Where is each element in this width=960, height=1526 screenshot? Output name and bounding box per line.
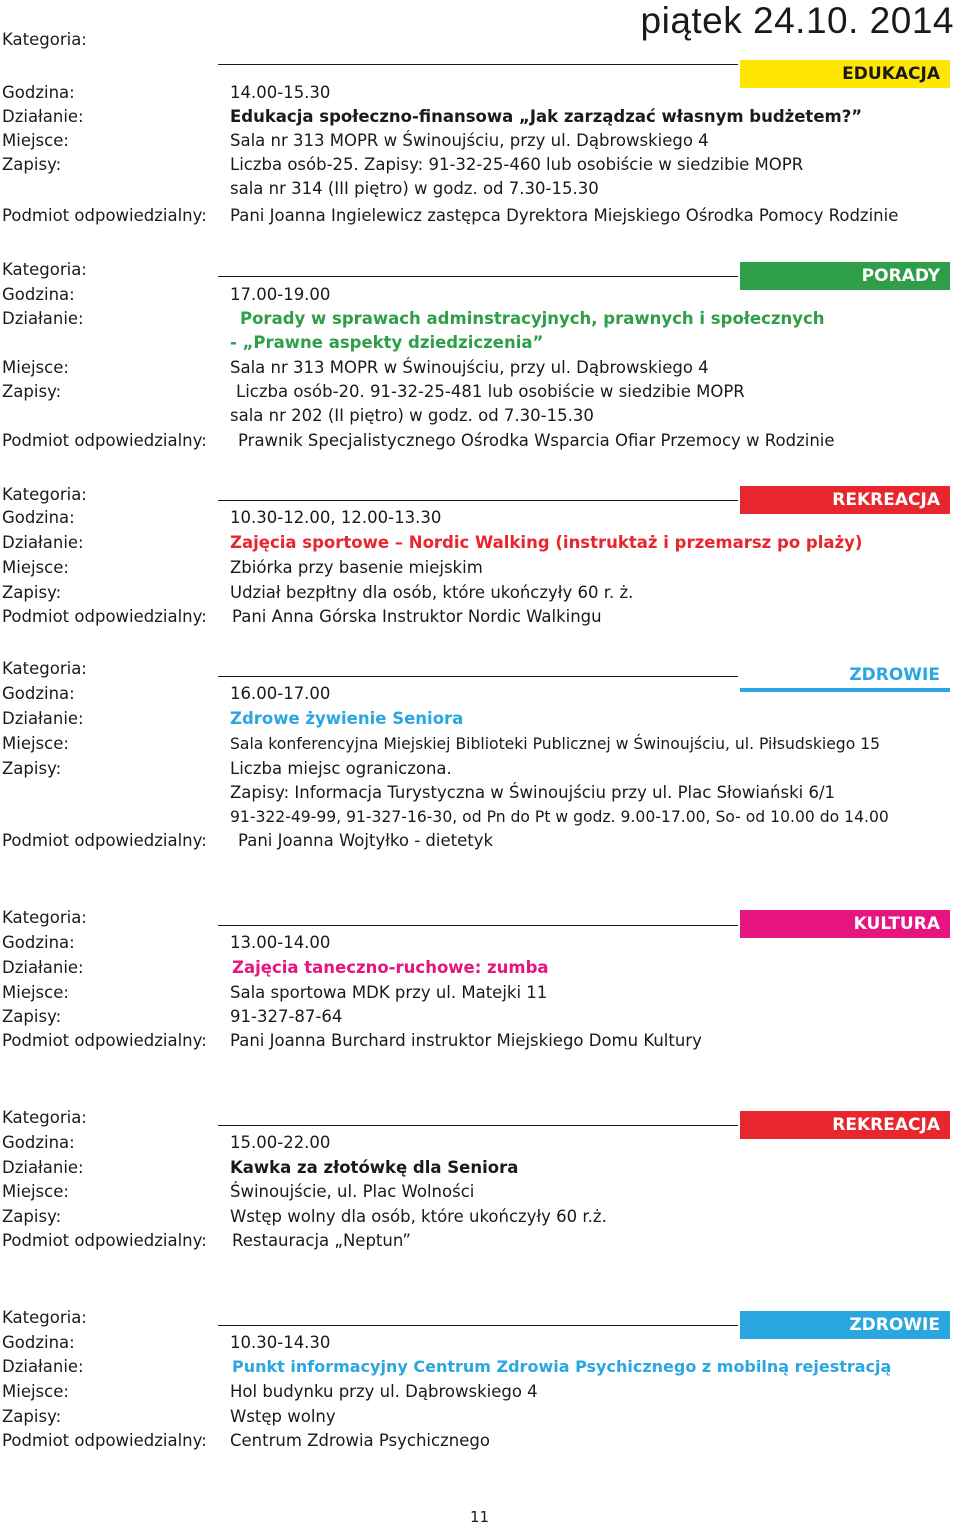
label-miejsce: Miejsce: [2, 1182, 69, 1201]
label-podmiot: Podmiot odpowiedzialny: [2, 431, 207, 450]
label-dzialanie: Działanie: [2, 1357, 84, 1376]
event-signup: Udział bezpłtny dla osób, które ukończyły 60 r. ż. [230, 583, 634, 602]
label-podmiot: Podmiot odpowiedzialny: [2, 607, 207, 626]
label-zapisy: Zapisy: [2, 759, 62, 778]
label-zapisy: Zapisy: [2, 1407, 62, 1426]
event-place: Zbiórka przy basenie miejskim [230, 558, 483, 577]
category-rule [218, 64, 738, 65]
category-rule [218, 500, 738, 501]
label-dzialanie: Działanie: [2, 958, 84, 977]
event-place: Sala nr 313 MOPR w Świnoujściu, przy ul. Dąbrowskiego 4 [230, 131, 709, 150]
category-badge: EDUKACJA [740, 60, 950, 88]
event-responsible: Pani Anna Górska Instruktor Nordic Walkingu [232, 607, 602, 626]
event-time: 14.00-15.30 [230, 83, 331, 102]
label-miejsce: Miejsce: [2, 734, 69, 753]
label-miejsce: Miejsce: [2, 983, 69, 1002]
event-signup-line: Zapisy: Informacja Turystyczna w Świnoujściu przy ul. Plac Słowiański 6/1 [230, 783, 836, 802]
page-number: 11 [470, 1508, 490, 1526]
label-miejsce: Miejsce: [2, 558, 69, 577]
label-podmiot: Podmiot odpowiedzialny: [2, 1031, 207, 1050]
category-badge: REKREACJA [740, 486, 950, 514]
event-signup: 91-327-87-64 [230, 1007, 343, 1026]
label-godzina: Godzina: [2, 508, 75, 527]
label-godzina: Godzina: [2, 285, 75, 304]
event-time: 15.00-22.00 [230, 1133, 331, 1152]
event-place: Sala nr 313 MOPR w Świnoujściu, przy ul. Dąbrowskiego 4 [230, 358, 709, 377]
label-podmiot: Podmiot odpowiedzialny: [2, 1231, 207, 1250]
category-rule [218, 1325, 738, 1326]
label-dzialanie: Działanie: [2, 107, 84, 126]
label-dzialanie: Działanie: [2, 709, 84, 728]
label-miejsce: Miejsce: [2, 131, 69, 150]
label-godzina: Godzina: [2, 1333, 75, 1352]
label-kategoria: Kategoria: [2, 485, 87, 504]
label-dzialanie: Działanie: [2, 1158, 84, 1177]
event-signup-line: sala nr 314 (III piętro) w godz. od 7.30-15.30 [230, 179, 599, 198]
label-dzialanie: Działanie: [2, 533, 84, 552]
event-place: Świnoujście, ul. Plac Wolności [230, 1182, 475, 1201]
event-signup-line: sala nr 202 (II piętro) w godz. od 7.30-15.30 [230, 406, 594, 425]
label-kategoria: Kategoria: [2, 908, 87, 927]
event-title: Zajęcia sportowe – Nordic Walking (instruktaż i przemarsz po plaży) [230, 533, 863, 552]
label-miejsce: Miejsce: [2, 1382, 69, 1401]
event-signup-line: Liczba osób-20. 91-32-25-481 lub osobiście w siedzibie MOPR [236, 382, 745, 401]
event-responsible: Pani Joanna Wojtyłko - dietetyk [238, 831, 494, 850]
event-signup: Wstęp wolny dla osób, które ukończyły 60 r.ż. [230, 1207, 607, 1226]
event-title: - „Prawne aspekty dziedziczenia” [230, 333, 544, 352]
label-miejsce: Miejsce: [2, 358, 69, 377]
event-responsible: Pani Joanna Ingielewicz zastępca Dyrektora Miejskiego Ośrodka Pomocy Rodzinie [230, 206, 899, 225]
event-signup-line: 91-322-49-99, 91-327-16-30, od Pn do Pt w godz. 9.00-17.00, So- od 10.00 do 14.00 [230, 808, 889, 826]
event-place: Hol budynku przy ul. Dąbrowskiego 4 [230, 1382, 538, 1401]
event-place: Sala sportowa MDK przy ul. Matejki 11 [230, 983, 548, 1002]
page-date: piątek 24.10. 2014 [640, 0, 954, 41]
event-signup: Wstęp wolny [230, 1407, 336, 1426]
category-badge: ZDROWIE [740, 662, 950, 692]
label-kategoria: Kategoria: [2, 260, 87, 279]
event-responsible: Prawnik Specjalistycznego Ośrodka Wsparcia Ofiar Przemocy w Rodzinie [238, 431, 835, 450]
label-zapisy: Zapisy: [2, 583, 62, 602]
label-zapisy: Zapisy: [2, 382, 62, 401]
category-rule [218, 276, 738, 277]
event-responsible: Restauracja „Neptun” [232, 1231, 411, 1250]
event-signup-line: Liczba miejsc ograniczona. [230, 759, 452, 778]
label-godzina: Godzina: [2, 83, 75, 102]
label-godzina: Godzina: [2, 1133, 75, 1152]
event-signup-line: Liczba osób-25. Zapisy: 91-32-25-460 lub osobiście w siedzibie MOPR [230, 155, 804, 174]
event-time: 17.00-19.00 [230, 285, 331, 304]
event-place: Sala konferencyjna Miejskiej Biblioteki Publicznej w Świnoujściu, ul. Piłsudskiego 15 [230, 735, 881, 753]
label-podmiot: Podmiot odpowiedzialny: [2, 831, 207, 850]
category-rule [218, 925, 738, 926]
label-kategoria: Kategoria: [2, 659, 87, 678]
event-title: Zajęcia taneczno-ruchowe: zumba [232, 958, 549, 977]
category-rule [218, 1125, 738, 1126]
label-zapisy: Zapisy: [2, 155, 62, 174]
event-time: 10.30-14.30 [230, 1333, 331, 1352]
category-badge: KULTURA [740, 910, 950, 938]
event-time: 13.00-14.00 [230, 933, 331, 952]
label-kategoria: Kategoria: [2, 1108, 87, 1127]
event-responsible: Centrum Zdrowia Psychicznego [230, 1431, 490, 1450]
event-title: Kawka za złotówkę dla Seniora [230, 1158, 519, 1177]
label-godzina: Godzina: [2, 933, 75, 952]
label-zapisy: Zapisy: [2, 1207, 62, 1226]
label-podmiot: Podmiot odpowiedzialny: [2, 1431, 207, 1450]
category-badge: ZDROWIE [740, 1311, 950, 1339]
label-kategoria: Kategoria: [2, 1308, 87, 1327]
event-responsible: Pani Joanna Burchard instruktor Miejskiego Domu Kultury [230, 1031, 702, 1050]
label-kategoria: Kategoria: [2, 30, 87, 49]
label-podmiot: Podmiot odpowiedzialny: [2, 206, 207, 225]
event-time: 10.30-12.00, 12.00-13.30 [230, 508, 442, 527]
label-zapisy: Zapisy: [2, 1007, 62, 1026]
event-title: Zdrowe żywienie Seniora [230, 709, 464, 728]
event-title: Porady w sprawach adminstracyjnych, prawnych i społecznych [240, 309, 825, 328]
category-badge: REKREACJA [740, 1111, 950, 1139]
label-dzialanie: Działanie: [2, 309, 84, 328]
category-rule [218, 676, 738, 677]
event-title: Punkt informacyjny Centrum Zdrowia Psychicznego z mobilną rejestracją [232, 1357, 892, 1376]
event-time: 16.00-17.00 [230, 684, 331, 703]
label-godzina: Godzina: [2, 684, 75, 703]
event-title: Edukacja społeczno-finansowa „Jak zarządzać własnym budżetem?” [230, 107, 863, 126]
category-badge: PORADY [740, 262, 950, 290]
